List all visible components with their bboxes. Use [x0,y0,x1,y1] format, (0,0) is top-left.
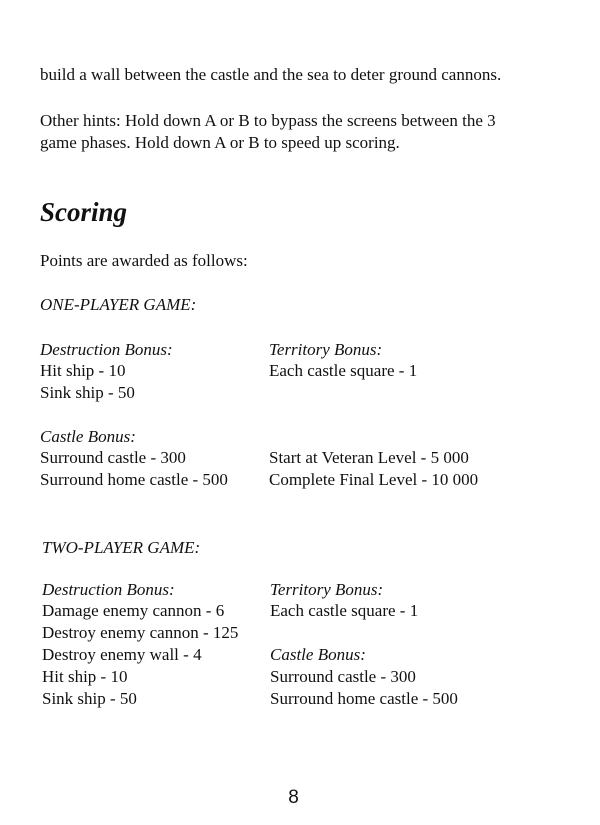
two-player-destruction-item: Destroy enemy wall - 4 [42,645,202,664]
one-player-territory-item: Each castle square - 1 [269,361,418,380]
one-player-destruction-heading: Destruction Bonus: [40,340,173,359]
one-player-castle-item: Surround home castle - 500 [40,470,228,489]
one-player-castle-item: Surround castle - 300 [40,448,186,467]
two-player-territory-item: Each castle square - 1 [270,601,419,620]
one-player-title: ONE-PLAYER GAME: [40,295,197,314]
two-player-destruction-heading: Destruction Bonus: [42,580,175,599]
hints-text-line-1: Other hints: Hold down A or B to bypass the screens between the 3 [40,111,496,130]
two-player-castle-heading: Castle Bonus: [270,645,366,664]
hints-text-line-2: game phases. Hold down A or B to speed up scoring. [40,133,400,152]
two-player-territory-heading: Territory Bonus: [270,580,384,599]
page-number: 8 [288,787,299,808]
two-player-destruction-item: Sink ship - 50 [42,689,137,708]
scoring-heading: Scoring [40,197,128,227]
two-player-destruction-item: Hit ship - 10 [42,667,128,686]
one-player-territory-heading: Territory Bonus: [269,340,383,359]
two-player-destruction-item: Destroy enemy cannon - 125 [42,623,239,642]
one-player-destruction-item: Hit ship - 10 [40,361,126,380]
two-player-title: TWO-PLAYER GAME: [42,538,201,557]
one-player-destruction-item: Sink ship - 50 [40,383,135,402]
scoring-intro: Points are awarded as follows: [40,251,248,270]
two-player-destruction-item: Damage enemy cannon - 6 [42,601,225,620]
two-player-castle-item: Surround castle - 300 [270,667,416,686]
one-player-level-item: Start at Veteran Level - 5 000 [269,448,469,467]
one-player-castle-heading: Castle Bonus: [40,427,136,446]
two-player-castle-item: Surround home castle - 500 [270,689,458,708]
one-player-level-item: Complete Final Level - 10 000 [269,470,479,489]
intro-wall-text: build a wall between the castle and the sea to deter ground cannons. [40,65,502,84]
